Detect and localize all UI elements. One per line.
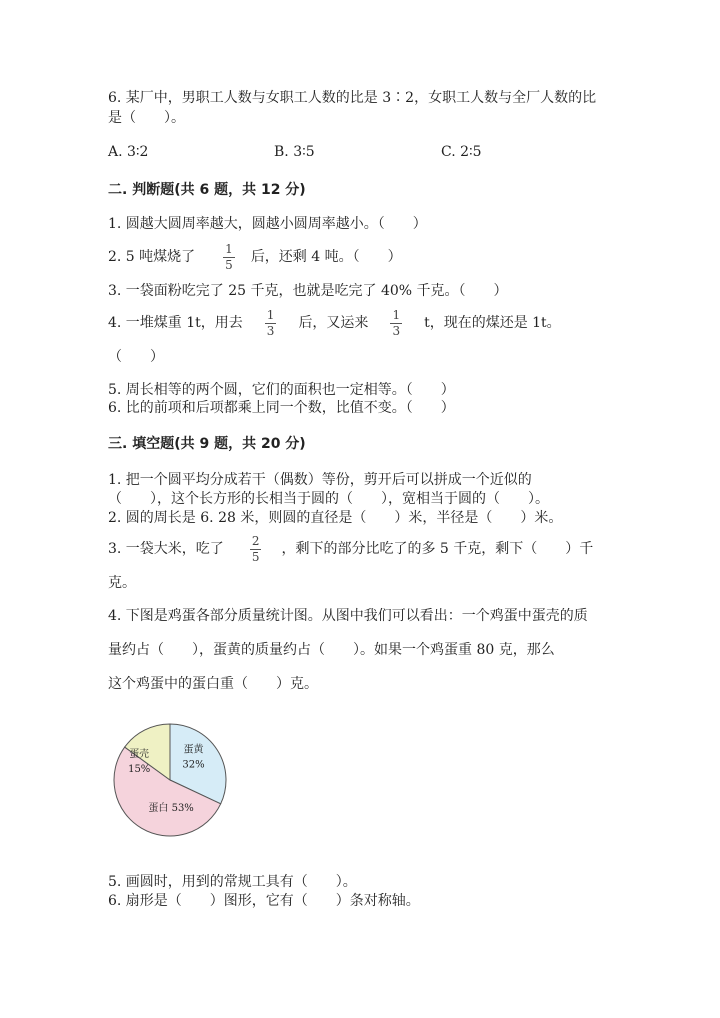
s2-q2-post: 后，还剩 4 吨。（ ）: [250, 249, 402, 265]
s3-q3-post: ，剩下的部分比吃了的多 5 千克，剩下（ ）千: [281, 541, 594, 557]
fraction-denominator: 3: [266, 323, 275, 338]
s2-q4-mid: 后，又运来: [298, 315, 369, 331]
section2-title: 二. 判断题(共 6 题，共 12 分): [108, 182, 306, 198]
white-label: 蛋白 53%: [148, 802, 194, 814]
s3-q5: 5. 画圆时，用到的常规工具有（ ）。: [108, 874, 357, 890]
s3-q1-line1: 1. 把一个圆平均分成若干（偶数）等份，剪开后可以拼成一个近似的: [108, 472, 532, 488]
yolk-label: 32%: [182, 759, 205, 771]
s2-q4-fraction-2: [390, 308, 402, 339]
fraction-numerator: 1: [392, 307, 401, 322]
q6-line1: 6. 某厂中，男职工人数与女职工人数的比是 3∶2，女职工人数与全厂人数的比: [108, 90, 597, 106]
fraction-denominator: 5: [251, 549, 260, 564]
s2-q5: 5. 周长相等的两个圆，它们的面积也一定相等。（ ）: [108, 382, 455, 398]
yolk-name-label: 蛋黄: [183, 744, 204, 756]
s3-q4-line2: 量约占（ ），蛋黄的质量约占（ ）。如果一个鸡蛋重 80 克，那么: [108, 642, 555, 658]
s2-q6: 6. 比的前项和后项都乘上同一个数，比值不变。（ ）: [108, 400, 455, 416]
s2-q4: [108, 306, 561, 340]
s3-q3-line2: 克。: [108, 575, 136, 591]
q6-option-b: B. 3∶5: [274, 144, 315, 160]
s2-q2: [108, 240, 402, 274]
s2-q2-pre: 2. 5 吨煤烧了: [108, 249, 196, 265]
s3-q2: 2. 圆的周长是 6. 28 米，则圆的直径是（ ）米，半径是（ ）米。: [108, 510, 563, 526]
fraction-numerator: 1: [225, 241, 233, 256]
s2-q4-post: t，现在的煤还是 1t。: [424, 315, 561, 331]
fraction-denominator: 3: [392, 323, 401, 338]
s2-q3: 3. 一袋面粉吃完了 25 千克，也就是吃完了 40% 千克。（ ）: [108, 283, 508, 299]
q6-option-c: C. 2∶5: [441, 144, 482, 160]
s3-q4-line1: 4. 下图是鸡蛋各部分质量统计图。从图中我们可以看出：一个鸡蛋中蛋壳的质: [108, 608, 588, 624]
fraction-denominator: 5: [225, 257, 233, 272]
s2-q4-pre: 4. 一堆煤重 1t，用去: [108, 315, 243, 331]
s3-q3-fraction: [250, 534, 262, 565]
s3-q6: 6. 扇形是（ ）图形，它有（ ）条对称轴。: [108, 893, 420, 909]
s3-q3: [108, 532, 593, 566]
s2-q1: 1. 圆越大圆周率越大，圆越小圆周率越小。（ ）: [108, 216, 427, 232]
q6-line2: 是（ ）。: [108, 110, 185, 126]
s2-q4-answer-paren: （ ）: [108, 349, 164, 365]
s2-q2-fraction: [223, 242, 235, 273]
s3-q1-line2: （ ），这个长方形的长相当于圆的（ ），宽相当于圆的（ ）。: [108, 491, 549, 507]
s3-q4-line3: 这个鸡蛋中的蛋白重（ ）克。: [108, 676, 318, 692]
fraction-numerator: 1: [266, 307, 275, 322]
fraction-numerator: 2: [251, 533, 260, 548]
shell-label: 15%: [128, 764, 151, 776]
section3-title: 三. 填空题(共 9 题，共 20 分): [108, 436, 306, 452]
s2-q4-fraction-1: [265, 308, 277, 339]
s3-q3-pre: 3. 一袋大米，吃了: [108, 541, 224, 557]
q6-option-a: A. 3∶2: [108, 144, 149, 160]
egg-composition-pie-chart: [112, 723, 232, 839]
shell-name-label: 蛋壳: [129, 749, 150, 761]
